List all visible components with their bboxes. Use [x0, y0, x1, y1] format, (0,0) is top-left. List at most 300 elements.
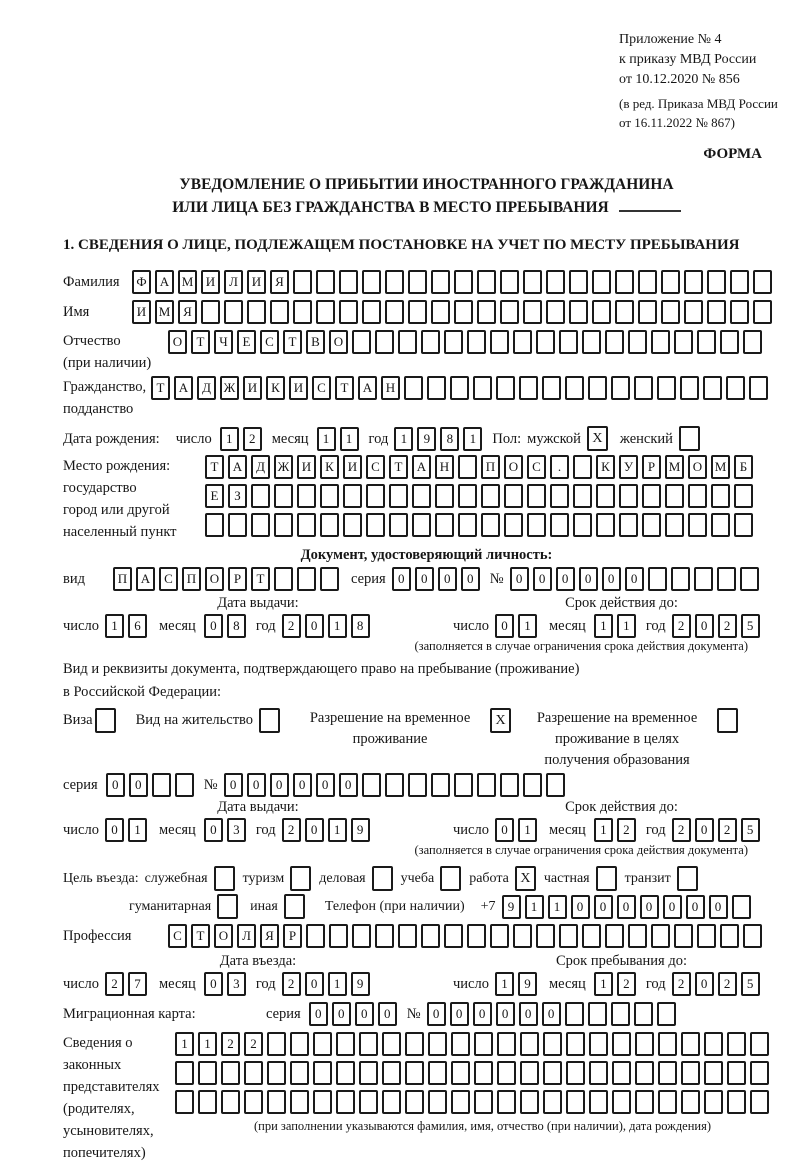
cell-box[interactable]: 0 — [204, 972, 223, 996]
cell-box[interactable]: 1 — [525, 895, 544, 919]
cell-box[interactable] — [612, 1061, 631, 1085]
cell-box[interactable]: А — [136, 567, 155, 591]
cell-box[interactable] — [611, 1002, 630, 1026]
cell-box[interactable] — [405, 1032, 424, 1056]
cell-box[interactable] — [244, 1061, 263, 1085]
cell-box[interactable] — [573, 455, 592, 479]
cell-box[interactable] — [753, 300, 772, 324]
cell-box[interactable]: М — [155, 300, 174, 324]
cell-box[interactable]: Д — [197, 376, 216, 400]
cell-box[interactable] — [221, 1061, 240, 1085]
cell-box[interactable] — [454, 773, 473, 797]
cell-box[interactable] — [490, 330, 509, 354]
cell-box[interactable] — [681, 1090, 700, 1114]
cell-box[interactable] — [412, 513, 431, 537]
cell-box[interactable] — [661, 270, 680, 294]
cell-box[interactable]: К — [320, 455, 339, 479]
cell-box[interactable]: 0 — [270, 773, 289, 797]
cell-box[interactable]: Е — [205, 484, 224, 508]
cell-box[interactable]: Я — [270, 270, 289, 294]
cell-box[interactable] — [198, 1090, 217, 1114]
cell-box[interactable]: 0 — [316, 773, 335, 797]
cell-box[interactable] — [559, 330, 578, 354]
cell-box[interactable]: И — [243, 376, 262, 400]
cell-box[interactable] — [658, 1032, 677, 1056]
cell-box[interactable] — [336, 1032, 355, 1056]
cell-box[interactable] — [306, 924, 325, 948]
cell-box[interactable] — [519, 376, 538, 400]
cell-box[interactable]: К — [266, 376, 285, 400]
cell-box[interactable]: П — [182, 567, 201, 591]
cell-box[interactable]: . — [550, 455, 569, 479]
cell-box[interactable] — [274, 567, 293, 591]
cell-box[interactable] — [628, 924, 647, 948]
cell-box[interactable]: О — [168, 330, 187, 354]
cell-box[interactable] — [684, 270, 703, 294]
cell-box[interactable]: О — [329, 330, 348, 354]
cell-box[interactable]: П — [481, 455, 500, 479]
cell-box[interactable]: 3 — [227, 972, 246, 996]
cell-box[interactable]: С — [527, 455, 546, 479]
cell-box[interactable]: 8 — [227, 614, 246, 638]
cell-box[interactable]: И — [201, 270, 220, 294]
cell-box[interactable] — [573, 513, 592, 537]
cell-box[interactable]: Л — [237, 924, 256, 948]
cell-box[interactable]: 2 — [718, 818, 737, 842]
cell-box[interactable] — [749, 376, 768, 400]
purpose-tourism-checkbox[interactable] — [290, 866, 311, 891]
cell-box[interactable]: А — [155, 270, 174, 294]
cell-box[interactable] — [536, 924, 555, 948]
cell-box[interactable] — [734, 484, 753, 508]
cell-box[interactable]: 1 — [495, 972, 514, 996]
cell-box[interactable]: О — [504, 455, 523, 479]
cell-box[interactable] — [362, 300, 381, 324]
cell-box[interactable] — [727, 1090, 746, 1114]
cell-box[interactable]: Ч — [214, 330, 233, 354]
cell-box[interactable]: Б — [734, 455, 753, 479]
cell-box[interactable]: 2 — [244, 1032, 263, 1056]
cell-box[interactable]: 0 — [542, 1002, 561, 1026]
cell-box[interactable] — [421, 924, 440, 948]
cell-box[interactable]: 0 — [293, 773, 312, 797]
cell-box[interactable]: 2 — [718, 614, 737, 638]
cell-box[interactable] — [428, 1061, 447, 1085]
cell-box[interactable]: 0 — [686, 895, 705, 919]
cell-box[interactable]: 0 — [438, 567, 457, 591]
cell-box[interactable] — [359, 1090, 378, 1114]
cell-box[interactable]: 1 — [548, 895, 567, 919]
cell-box[interactable]: Р — [642, 455, 661, 479]
cell-box[interactable]: Р — [228, 567, 247, 591]
cell-box[interactable] — [651, 330, 670, 354]
cell-box[interactable] — [451, 1061, 470, 1085]
cell-box[interactable]: 1 — [518, 818, 537, 842]
cell-box[interactable] — [720, 330, 739, 354]
cell-box[interactable]: 2 — [672, 614, 691, 638]
cell-box[interactable] — [711, 484, 730, 508]
cell-box[interactable]: А — [412, 455, 431, 479]
cell-box[interactable]: 8 — [440, 427, 459, 451]
cell-box[interactable] — [336, 1090, 355, 1114]
cell-box[interactable] — [316, 300, 335, 324]
cell-box[interactable]: 1 — [340, 427, 359, 451]
cell-box[interactable] — [727, 1032, 746, 1056]
cell-box[interactable]: 1 — [594, 614, 613, 638]
cell-box[interactable] — [684, 300, 703, 324]
cell-box[interactable] — [450, 376, 469, 400]
cell-box[interactable] — [651, 924, 670, 948]
cell-box[interactable]: Т — [335, 376, 354, 400]
cell-box[interactable] — [247, 300, 266, 324]
cell-box[interactable]: 1 — [594, 818, 613, 842]
cell-box[interactable] — [582, 924, 601, 948]
cell-box[interactable] — [550, 484, 569, 508]
cell-box[interactable] — [404, 376, 423, 400]
purpose-work-checkbox[interactable]: X — [515, 866, 536, 891]
residence-permit-checkbox[interactable] — [259, 708, 280, 733]
cell-box[interactable] — [313, 1061, 332, 1085]
cell-box[interactable] — [605, 924, 624, 948]
cell-box[interactable]: К — [596, 455, 615, 479]
cell-box[interactable] — [366, 484, 385, 508]
cell-box[interactable] — [359, 1032, 378, 1056]
cell-box[interactable] — [680, 376, 699, 400]
cell-box[interactable] — [612, 1032, 631, 1056]
cell-box[interactable] — [523, 773, 542, 797]
cell-box[interactable] — [740, 567, 759, 591]
cell-box[interactable] — [274, 513, 293, 537]
cell-box[interactable] — [542, 376, 561, 400]
cell-box[interactable]: 0 — [510, 567, 529, 591]
cell-box[interactable]: И — [297, 455, 316, 479]
cell-box[interactable]: 0 — [473, 1002, 492, 1026]
cell-box[interactable] — [458, 513, 477, 537]
cell-box[interactable] — [589, 1032, 608, 1056]
cell-box[interactable] — [596, 484, 615, 508]
cell-box[interactable]: 0 — [602, 567, 621, 591]
cell-box[interactable]: 0 — [224, 773, 243, 797]
cell-box[interactable] — [681, 1032, 700, 1056]
cell-box[interactable] — [743, 330, 762, 354]
cell-box[interactable] — [382, 1090, 401, 1114]
cell-box[interactable]: Т — [205, 455, 224, 479]
cell-box[interactable] — [661, 300, 680, 324]
cell-box[interactable] — [589, 1061, 608, 1085]
cell-box[interactable] — [527, 513, 546, 537]
cell-box[interactable] — [313, 1032, 332, 1056]
cell-box[interactable]: 0 — [204, 818, 223, 842]
cell-box[interactable] — [362, 270, 381, 294]
temp-residence-checkbox[interactable]: X — [490, 708, 511, 733]
sex-male-checkbox[interactable]: X — [587, 426, 608, 451]
cell-box[interactable] — [730, 270, 749, 294]
cell-box[interactable]: 0 — [617, 895, 636, 919]
cell-box[interactable] — [497, 1032, 516, 1056]
cell-box[interactable] — [592, 300, 611, 324]
cell-box[interactable]: 0 — [663, 895, 682, 919]
cell-box[interactable]: 9 — [417, 427, 436, 451]
cell-box[interactable]: Н — [435, 455, 454, 479]
cell-box[interactable]: 0 — [495, 818, 514, 842]
cell-box[interactable]: 2 — [243, 427, 262, 451]
cell-box[interactable]: Я — [260, 924, 279, 948]
cell-box[interactable] — [267, 1032, 286, 1056]
cell-box[interactable] — [615, 270, 634, 294]
cell-box[interactable] — [408, 773, 427, 797]
cell-box[interactable] — [444, 924, 463, 948]
cell-box[interactable] — [224, 300, 243, 324]
cell-box[interactable]: 2 — [672, 818, 691, 842]
cell-box[interactable] — [634, 1002, 653, 1026]
cell-box[interactable] — [297, 484, 316, 508]
cell-box[interactable] — [375, 924, 394, 948]
purpose-business-checkbox[interactable] — [372, 866, 393, 891]
cell-box[interactable]: 0 — [461, 567, 480, 591]
cell-box[interactable] — [674, 924, 693, 948]
cell-box[interactable] — [638, 270, 657, 294]
cell-box[interactable] — [565, 1002, 584, 1026]
cell-box[interactable]: В — [306, 330, 325, 354]
cell-box[interactable]: 0 — [415, 567, 434, 591]
cell-box[interactable]: 0 — [519, 1002, 538, 1026]
cell-box[interactable]: Ж — [220, 376, 239, 400]
cell-box[interactable] — [398, 330, 417, 354]
cell-box[interactable] — [527, 484, 546, 508]
cell-box[interactable]: 0 — [695, 614, 714, 638]
cell-box[interactable] — [175, 773, 194, 797]
cell-box[interactable] — [451, 1032, 470, 1056]
cell-box[interactable] — [681, 1061, 700, 1085]
cell-box[interactable]: 1 — [594, 972, 613, 996]
cell-box[interactable] — [671, 567, 690, 591]
cell-box[interactable]: 0 — [533, 567, 552, 591]
cell-box[interactable] — [734, 513, 753, 537]
cell-box[interactable] — [704, 1061, 723, 1085]
purpose-official-checkbox[interactable] — [214, 866, 235, 891]
purpose-other-checkbox[interactable] — [284, 894, 305, 919]
cell-box[interactable]: 1 — [220, 427, 239, 451]
cell-box[interactable] — [732, 895, 751, 919]
cell-box[interactable] — [293, 300, 312, 324]
cell-box[interactable] — [421, 330, 440, 354]
cell-box[interactable] — [297, 513, 316, 537]
cell-box[interactable] — [648, 567, 667, 591]
cell-box[interactable]: 7 — [128, 972, 147, 996]
cell-box[interactable]: О — [205, 567, 224, 591]
cell-box[interactable] — [375, 330, 394, 354]
cell-box[interactable]: С — [168, 924, 187, 948]
cell-box[interactable]: Д — [251, 455, 270, 479]
cell-box[interactable] — [431, 270, 450, 294]
cell-box[interactable]: А — [174, 376, 193, 400]
cell-box[interactable] — [251, 484, 270, 508]
cell-box[interactable]: 2 — [282, 972, 301, 996]
cell-box[interactable] — [329, 924, 348, 948]
cell-box[interactable] — [703, 376, 722, 400]
cell-box[interactable] — [546, 270, 565, 294]
cell-box[interactable] — [352, 924, 371, 948]
cell-box[interactable]: 6 — [128, 614, 147, 638]
cell-box[interactable] — [559, 924, 578, 948]
cell-box[interactable]: 1 — [128, 818, 147, 842]
purpose-humanitarian-checkbox[interactable] — [217, 894, 238, 919]
cell-box[interactable] — [569, 270, 588, 294]
cell-box[interactable] — [428, 1090, 447, 1114]
cell-box[interactable] — [497, 1090, 516, 1114]
cell-box[interactable] — [267, 1061, 286, 1085]
cell-box[interactable]: 1 — [518, 614, 537, 638]
cell-box[interactable] — [704, 1090, 723, 1114]
cell-box[interactable] — [665, 513, 684, 537]
cell-box[interactable]: И — [343, 455, 362, 479]
cell-box[interactable]: 0 — [309, 1002, 328, 1026]
cell-box[interactable] — [611, 376, 630, 400]
cell-box[interactable] — [454, 300, 473, 324]
cell-box[interactable] — [405, 1061, 424, 1085]
cell-box[interactable]: 0 — [625, 567, 644, 591]
cell-box[interactable]: 0 — [709, 895, 728, 919]
cell-box[interactable] — [408, 270, 427, 294]
cell-box[interactable] — [753, 270, 772, 294]
cell-box[interactable]: Т — [151, 376, 170, 400]
purpose-private-checkbox[interactable] — [596, 866, 617, 891]
purpose-transit-checkbox[interactable] — [677, 866, 698, 891]
cell-box[interactable] — [366, 513, 385, 537]
cell-box[interactable] — [474, 1032, 493, 1056]
cell-box[interactable] — [477, 270, 496, 294]
cell-box[interactable] — [474, 1061, 493, 1085]
cell-box[interactable]: Т — [191, 330, 210, 354]
cell-box[interactable]: 0 — [339, 773, 358, 797]
cell-box[interactable]: 1 — [105, 614, 124, 638]
cell-box[interactable] — [657, 376, 676, 400]
cell-box[interactable]: П — [113, 567, 132, 591]
cell-box[interactable] — [543, 1032, 562, 1056]
cell-box[interactable]: 1 — [175, 1032, 194, 1056]
cell-box[interactable]: 0 — [355, 1002, 374, 1026]
cell-box[interactable]: 0 — [695, 818, 714, 842]
cell-box[interactable] — [596, 513, 615, 537]
cell-box[interactable] — [458, 484, 477, 508]
cell-box[interactable]: Ф — [132, 270, 151, 294]
cell-box[interactable] — [565, 376, 584, 400]
cell-box[interactable]: И — [289, 376, 308, 400]
cell-box[interactable]: С — [366, 455, 385, 479]
cell-box[interactable] — [313, 1090, 332, 1114]
cell-box[interactable] — [543, 1090, 562, 1114]
cell-box[interactable]: 8 — [351, 614, 370, 638]
cell-box[interactable] — [688, 484, 707, 508]
purpose-study-checkbox[interactable] — [440, 866, 461, 891]
cell-box[interactable]: 1 — [317, 427, 336, 451]
cell-box[interactable] — [405, 1090, 424, 1114]
cell-box[interactable]: 2 — [282, 818, 301, 842]
cell-box[interactable] — [615, 300, 634, 324]
cell-box[interactable] — [612, 1090, 631, 1114]
cell-box[interactable]: 9 — [502, 895, 521, 919]
cell-box[interactable]: О — [688, 455, 707, 479]
cell-box[interactable] — [635, 1090, 654, 1114]
cell-box[interactable] — [743, 924, 762, 948]
cell-box[interactable] — [750, 1061, 769, 1085]
cell-box[interactable] — [481, 513, 500, 537]
cell-box[interactable]: 0 — [129, 773, 148, 797]
cell-box[interactable] — [582, 330, 601, 354]
cell-box[interactable]: 0 — [594, 895, 613, 919]
cell-box[interactable] — [428, 1032, 447, 1056]
cell-box[interactable]: 0 — [695, 972, 714, 996]
cell-box[interactable]: 0 — [105, 818, 124, 842]
cell-box[interactable]: 1 — [328, 818, 347, 842]
cell-box[interactable] — [320, 513, 339, 537]
cell-box[interactable] — [711, 513, 730, 537]
cell-box[interactable] — [704, 1032, 723, 1056]
cell-box[interactable]: А — [358, 376, 377, 400]
cell-box[interactable] — [339, 270, 358, 294]
cell-box[interactable]: Т — [283, 330, 302, 354]
cell-box[interactable] — [628, 330, 647, 354]
cell-box[interactable] — [205, 513, 224, 537]
cell-box[interactable] — [642, 484, 661, 508]
cell-box[interactable]: 0 — [450, 1002, 469, 1026]
cell-box[interactable]: 1 — [328, 614, 347, 638]
cell-box[interactable] — [688, 513, 707, 537]
cell-box[interactable] — [520, 1061, 539, 1085]
cell-box[interactable] — [520, 1032, 539, 1056]
cell-box[interactable] — [336, 1061, 355, 1085]
cell-box[interactable] — [707, 270, 726, 294]
cell-box[interactable] — [389, 484, 408, 508]
cell-box[interactable]: Е — [237, 330, 256, 354]
cell-box[interactable] — [198, 1061, 217, 1085]
cell-box[interactable] — [588, 1002, 607, 1026]
cell-box[interactable]: 1 — [394, 427, 413, 451]
cell-box[interactable]: Н — [381, 376, 400, 400]
cell-box[interactable] — [720, 924, 739, 948]
cell-box[interactable] — [290, 1090, 309, 1114]
cell-box[interactable] — [717, 567, 736, 591]
cell-box[interactable] — [523, 270, 542, 294]
cell-box[interactable] — [454, 270, 473, 294]
cell-box[interactable]: 0 — [305, 614, 324, 638]
cell-box[interactable] — [362, 773, 381, 797]
cell-box[interactable] — [674, 330, 693, 354]
cell-box[interactable] — [274, 484, 293, 508]
cell-box[interactable]: М — [178, 270, 197, 294]
cell-box[interactable] — [412, 484, 431, 508]
cell-box[interactable] — [339, 300, 358, 324]
cell-box[interactable] — [467, 330, 486, 354]
cell-box[interactable] — [589, 1090, 608, 1114]
cell-box[interactable]: 2 — [617, 818, 636, 842]
cell-box[interactable]: 0 — [579, 567, 598, 591]
cell-box[interactable] — [707, 300, 726, 324]
sex-female-checkbox[interactable] — [679, 426, 700, 451]
cell-box[interactable] — [697, 330, 716, 354]
cell-box[interactable]: М — [665, 455, 684, 479]
cell-box[interactable] — [550, 513, 569, 537]
cell-box[interactable] — [290, 1032, 309, 1056]
cell-box[interactable]: 2 — [718, 972, 737, 996]
cell-box[interactable] — [175, 1061, 194, 1085]
cell-box[interactable] — [750, 1090, 769, 1114]
cell-box[interactable] — [546, 773, 565, 797]
cell-box[interactable]: 0 — [495, 614, 514, 638]
cell-box[interactable] — [320, 567, 339, 591]
cell-box[interactable] — [435, 513, 454, 537]
cell-box[interactable]: И — [132, 300, 151, 324]
